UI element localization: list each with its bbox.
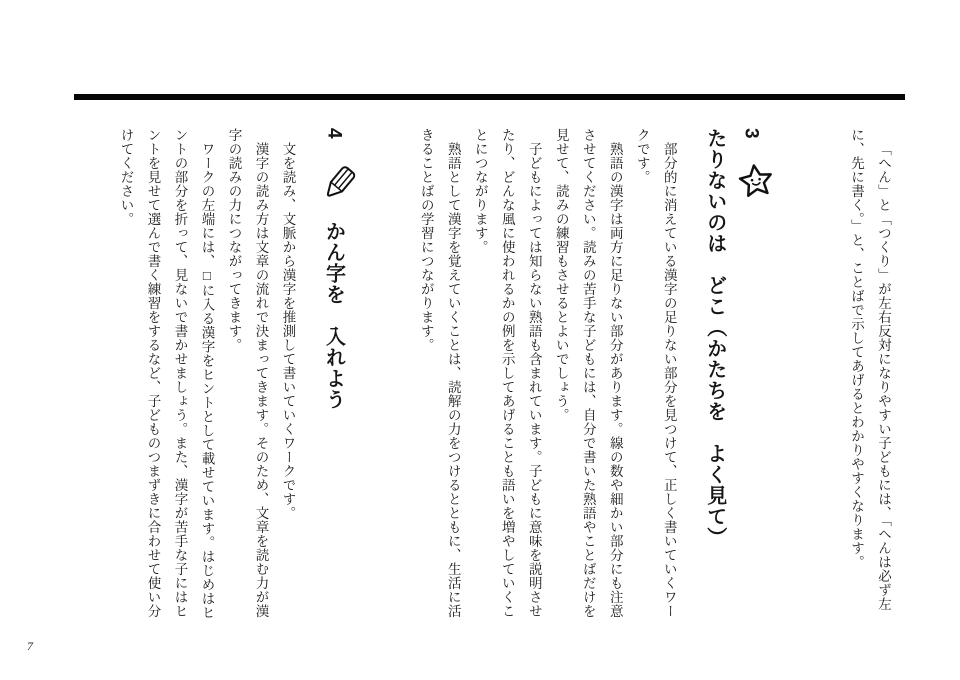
crayon-icon bbox=[319, 162, 359, 204]
section-3-paragraph: 熟語の漢字は両方に足りない部分があります。線の数や細かい部分にも注意させてください。読みの苦手な子どもには、自分で書いた熟語やことばだけを見せて、読みの練習もさせるとよいでしょう。 bbox=[553, 128, 623, 618]
top-rule bbox=[74, 94, 905, 100]
intro-paragraph: 「へん」と「つくり」が左右反対になりやすい子どもには、「へんは必ず左に、先に書く。」と、ことばで示してあげるとわかりやすくなります。 bbox=[849, 128, 891, 611]
vertical-text-area bbox=[112, 128, 897, 630]
section-3-paragraph: 熟語として漢字を覚えていくことは、読解の力をつけるとともに、生活に活きることばの学習につながります。 bbox=[418, 128, 461, 618]
section-4-paragraph: 漢字の読み方は文章の流れで決まってきます。そのため、文章を読む力が漢字の読みの力につながってきます。 bbox=[226, 128, 269, 618]
section-4-number: 4 bbox=[323, 128, 345, 140]
section-3-title: たりないのは どこ（かたちを よく見て） bbox=[703, 128, 726, 548]
section-4-paragraph: ワークの左端には、□に入る漢字をヒントとして載せています。はじめはヒントの部分を折って、見ないで書かせましょう。また、漢字が苦手な子にはヒントを見せて選んで書く練習をするなど、子どものつまずきに合わせて使い分けてください。 bbox=[118, 128, 215, 619]
section-3-number: 3 bbox=[740, 128, 762, 140]
section-3-paragraph: 子どもによっては知らない熟語も含まれています。子どもに意味を説明させたり、どんな風に使われるかの例を示してあげることも語いを増やしていくことにつながります。 bbox=[472, 128, 542, 618]
section-4-heading bbox=[315, 128, 358, 630]
section-3-heading bbox=[697, 128, 775, 630]
page-number: 7 bbox=[27, 639, 33, 653]
section-3-paragraph: 部分的に消えている漢字の足りない部分を見つけて、正しく書いていくワークです。 bbox=[634, 128, 677, 618]
section-4-title: かん字を 入れよう bbox=[322, 220, 345, 410]
star-face-icon bbox=[737, 162, 775, 200]
section-4-paragraph: 文を読み、文脈から漢字を推測して書いていくワークです。 bbox=[280, 141, 296, 520]
